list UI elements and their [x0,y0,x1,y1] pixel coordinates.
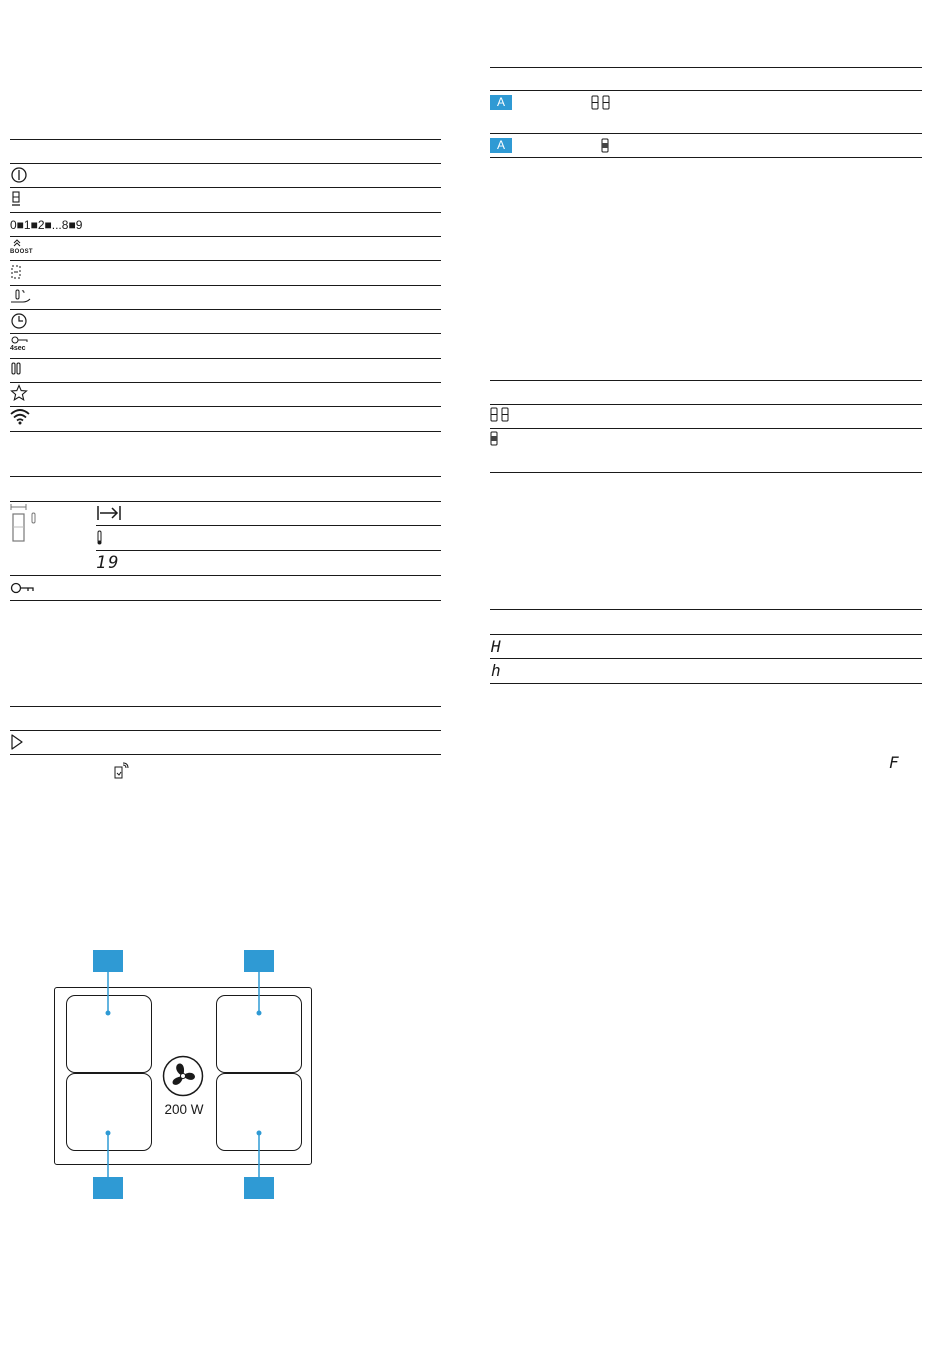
power-level-sequence: 0■1■2■...8■9 [10,218,83,232]
table-header-rule [490,90,922,91]
table-top-rule [490,380,922,381]
two-zone-icon [591,95,613,116]
residual-heat-high: H [491,637,501,656]
single-zone-icon [490,431,500,452]
lock-timer-label: 4sec [10,345,26,352]
table-header-rule [490,634,922,635]
residual-heat-low: h [491,661,501,680]
row-rule [490,428,922,429]
flex-mode-badge: A [490,138,512,153]
fan-power-label: 200 W [164,1102,204,1117]
table-bottom-rule [490,683,922,684]
table-top-rule [490,609,922,610]
two-zone-icon [490,407,512,428]
boost-label: BOOST [10,249,33,255]
row-rule [490,658,922,659]
table-bottom-rule [490,157,922,158]
display-value: 19 [96,553,121,573]
single-zone-icon [601,138,611,159]
table-bottom-rule [490,472,922,473]
callout-leaders [0,0,330,1210]
table-top-rule [490,67,922,68]
table-header-rule [490,404,922,405]
flex-mode-badge: A [490,95,512,110]
row-rule [490,133,922,134]
fault-code: F [889,753,899,772]
